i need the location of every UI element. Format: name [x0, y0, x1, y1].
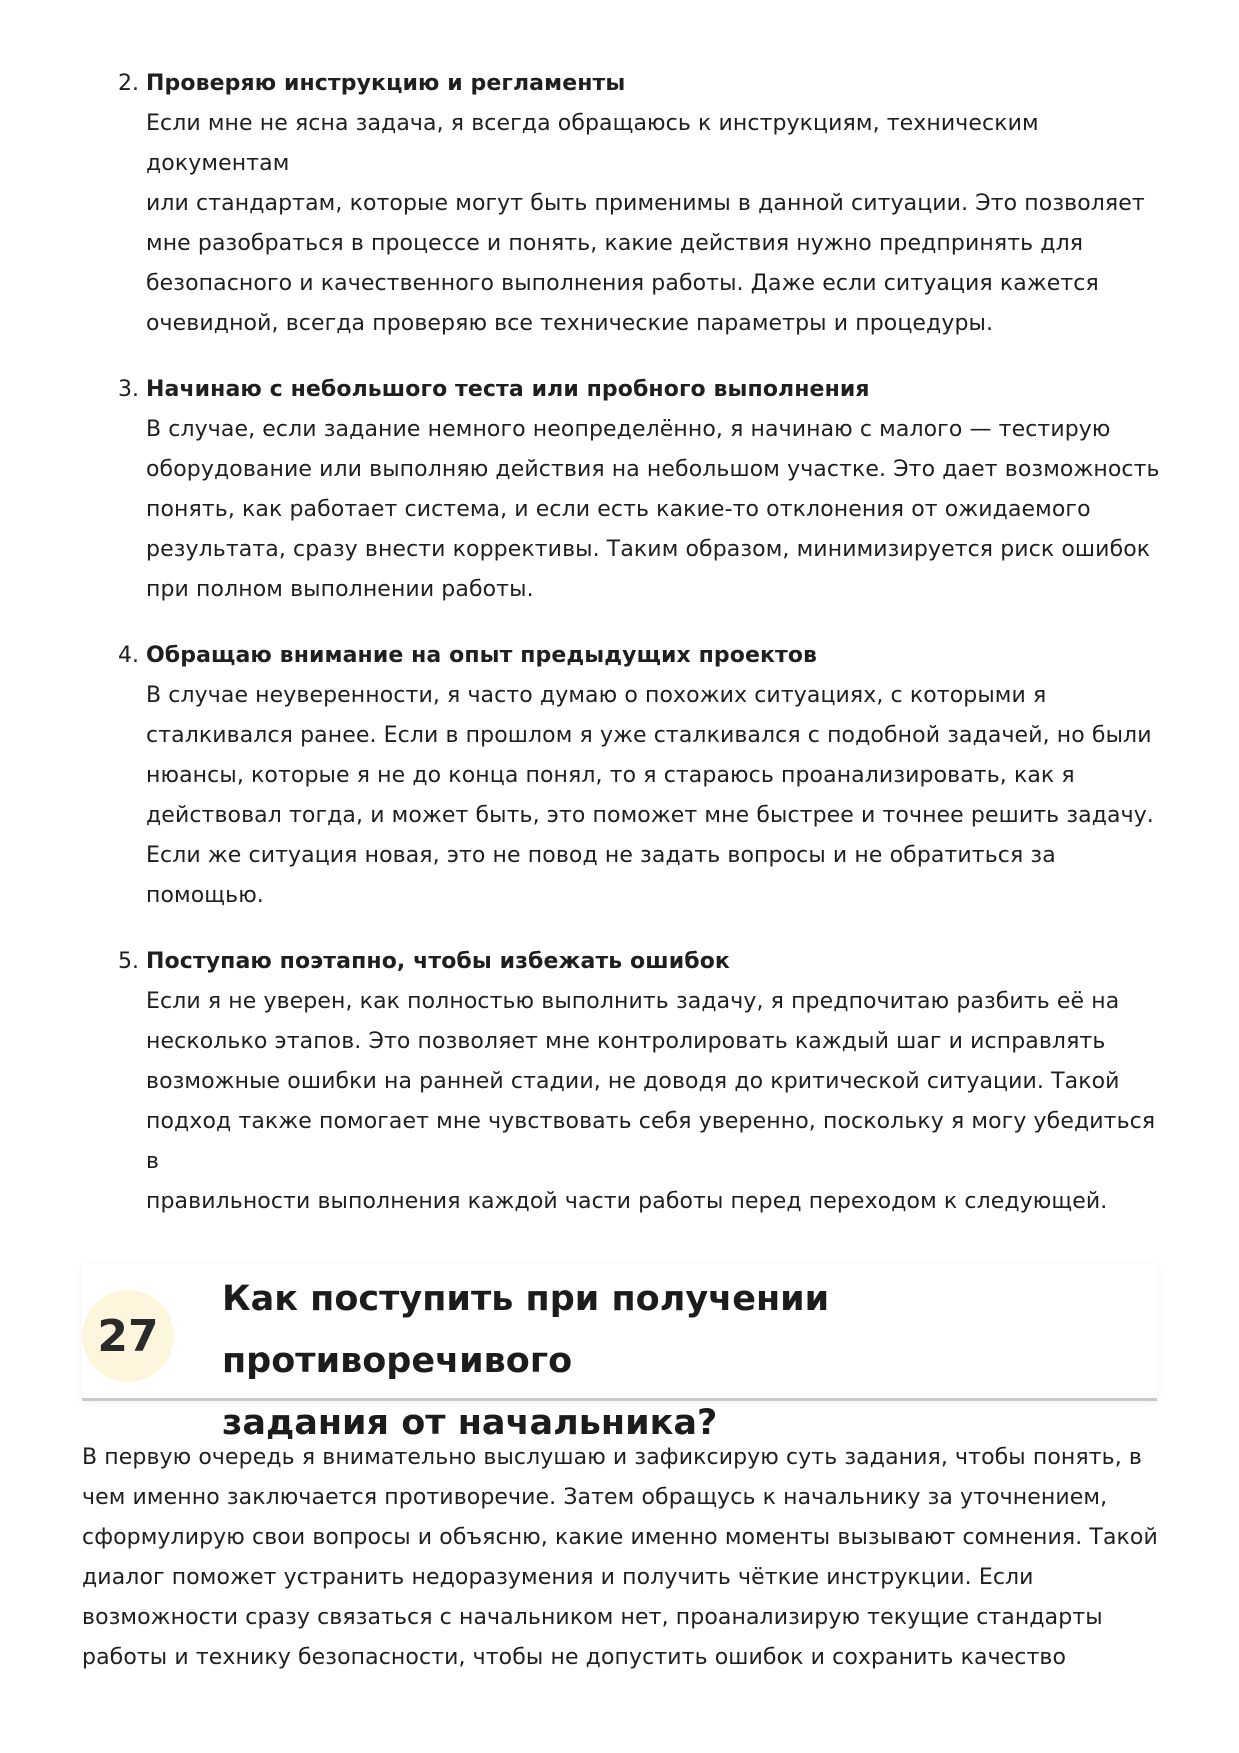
list-item-line: действовал тогда, и может быть, это поможет мне быстрее и точнее решить задачу.	[146, 803, 1154, 828]
list-item-line: возможные ошибки на ранней стадии, не доводя до критической ситуации. Такой	[146, 1069, 1120, 1094]
list-item	[118, 64, 1168, 344]
list-item-line: Если я не уверен, как полностью выполнить задачу, я предпочитаю разбить её на	[146, 989, 1120, 1014]
list-item-line: результата, сразу внести коррективы. Таким образом, минимизируется риск ошибок	[146, 537, 1151, 562]
list-item-line: правильности выполнения каждой части работы перед переходом к следующей.	[146, 1189, 1108, 1214]
answer-line: работы и технику безопасности, чтобы не допустить ошибок и сохранить качество	[82, 1645, 1067, 1670]
list-item-line: безопасного и качественного выполнения работы. Даже если ситуация кажется	[146, 271, 1099, 296]
answer-line: сформулирую свои вопросы и объясню, какие именно моменты вызывают сомнения. Такой	[82, 1525, 1158, 1550]
answer-line: возможности сразу связаться с начальником нет, проанализирую текущие стандарты	[82, 1605, 1103, 1630]
list-item-line: или стандартам, которые могут быть применимы в данной ситуации. Это позволяет	[146, 191, 1145, 216]
list-item-line: подход также помогает мне чувствовать себя уверенно, поскольку я могу убедиться в	[146, 1109, 1156, 1174]
list-item-line: сталкивался ранее. Если в прошлом я уже сталкивался с подобной задачей, но были	[146, 723, 1152, 748]
list-item-line: мне разобраться в процессе и понять, какие действия нужно предпринять для	[146, 231, 1084, 256]
list-item	[118, 370, 1168, 610]
list-item-line: В случае неуверенности, я часто думаю о похожих ситуациях, с которыми я	[146, 683, 1047, 708]
list-item-line: несколько этапов. Это позволяет мне контролировать каждый шаг и исправлять	[146, 1029, 1106, 1054]
answer-line: диалог поможет устранить недоразумения и получить чёткие инструкции. Если	[82, 1565, 1034, 1590]
question-title	[222, 1268, 1142, 1454]
list-item-line: при полном выполнении работы.	[146, 577, 534, 602]
question-title-line: задания от начальника?	[222, 1403, 718, 1443]
list-item-line: очевидной, всегда проверяю все технические параметры и процедуры.	[146, 311, 994, 336]
list-item-line: оборудование или выполняю действия на небольшом участке. Это дает возможность	[146, 457, 1160, 482]
list-item-title: Проверяю инструкцию и регламенты	[146, 71, 626, 96]
list-item-title: Поступаю поэтапно, чтобы избежать ошибок	[146, 949, 730, 974]
list-item-number: 2.	[118, 71, 139, 96]
question-number-badge: 27	[82, 1290, 174, 1382]
answer-line: чем именно заключается противоречие. Затем обращусь к начальнику за уточнением,	[82, 1485, 1108, 1510]
list-item-title: Начинаю с небольшого теста или пробного выполнения	[146, 377, 870, 402]
list-item-line: Если же ситуация новая, это не повод не задать вопросы и не обратиться за помощью.	[146, 843, 1056, 908]
list-item-line: Если мне не ясна задача, я всегда обращаюсь к инструкциям, техническим документам	[146, 111, 1039, 176]
list-item-line: В случае, если задание немного неопределённо, я начинаю с малого — тестирую	[146, 417, 1111, 442]
list-item-number: 5.	[118, 949, 139, 974]
question-title-line: Как поступить при получении противоречивого	[222, 1279, 830, 1381]
list-item-number: 3.	[118, 377, 139, 402]
numbered-list	[118, 64, 1168, 1248]
question-header	[82, 1264, 1157, 1443]
list-item-line: понять, как работает система, и если есть какие-то отклонения от ожидаемого	[146, 497, 1091, 522]
list-item	[118, 942, 1168, 1222]
answer-line: В первую очередь я внимательно выслушаю и зафиксирую суть задания, чтобы понять, в	[82, 1445, 1142, 1470]
answer-paragraph	[82, 1438, 1162, 1678]
list-item	[118, 636, 1168, 916]
list-item-number: 4.	[118, 643, 139, 668]
list-item-line: нюансы, которые я не до конца понял, то я стараюсь проанализировать, как я	[146, 763, 1075, 788]
list-item-title: Обращаю внимание на опыт предыдущих проектов	[146, 643, 818, 668]
